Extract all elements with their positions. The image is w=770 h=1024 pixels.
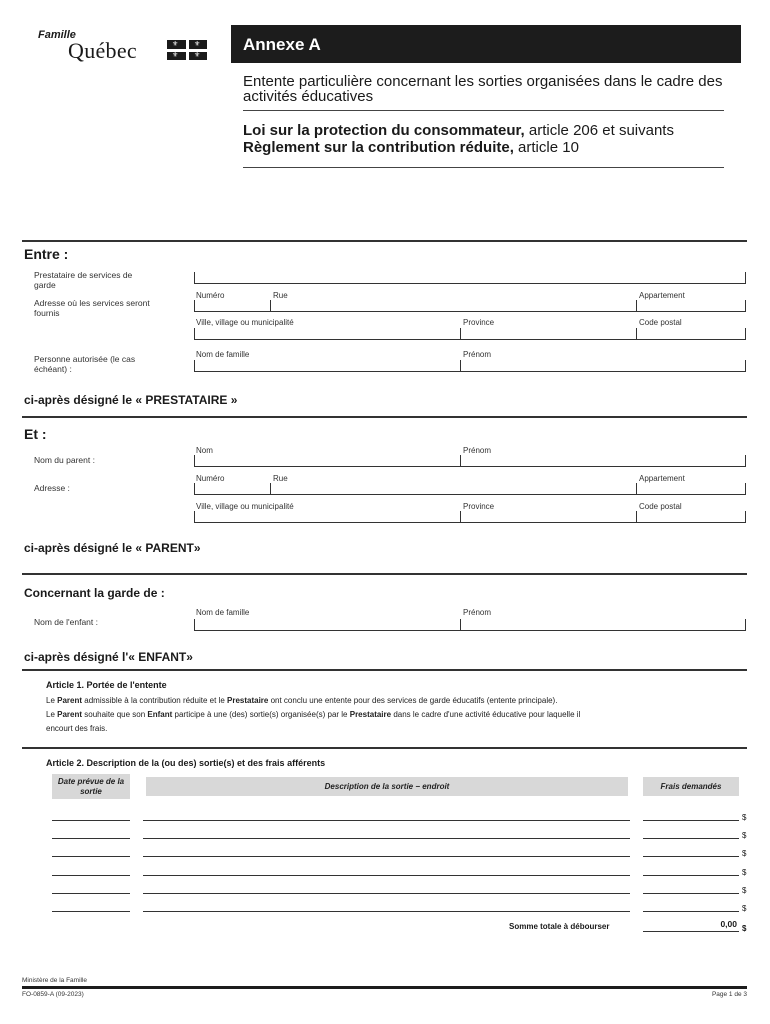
prestataire-appartement-field[interactable] (636, 300, 746, 312)
description-field[interactable] (143, 820, 630, 821)
ville-label: Ville, village ou municipalité (196, 318, 294, 327)
description-field[interactable] (143, 838, 630, 839)
prestataire-province-field[interactable] (460, 328, 637, 340)
designe-enfant: ci-après désigné l'« ENFANT» (24, 650, 193, 664)
code-postal-label: Code postal (639, 502, 682, 511)
description-field[interactable] (143, 893, 630, 894)
prenom-label: Prénom (463, 350, 492, 359)
nom-famille-label: Nom de famille (196, 608, 250, 617)
dollar-sign: $ (742, 924, 747, 933)
rue-label: Rue (273, 474, 288, 483)
document-subtitle: Entente particulière concernant les sorties organisées dans le cadre des activités éducatives (243, 73, 723, 105)
article1-paragraph: Le Parent admissible à la contribution réduite et le Prestataire ont conclu une entente pour des services de garde éducatifs (entente principale). Le Parent souhaite que son Enfant participe à une (des) sortie(s) organisée(s) par le Prestataire dans le cadre d'une activité éducative pour laquelle il encourt des frais. (46, 696, 581, 733)
province-label: Province (463, 502, 495, 511)
parent-province-field[interactable] (460, 511, 637, 523)
personne-nom-field[interactable] (194, 360, 461, 372)
law-reference-2: Règlement sur la contribution réduite, article 10 (243, 139, 579, 156)
description-field[interactable] (143, 911, 630, 912)
section-divider (22, 573, 747, 575)
et-heading: Et : (24, 426, 47, 442)
dollar-sign: $ (742, 868, 747, 877)
enfant-nom-field[interactable] (194, 619, 461, 631)
section-divider (22, 669, 747, 671)
footer-ministere: Ministère de la Famille (22, 977, 88, 984)
frais-field[interactable] (643, 820, 739, 821)
rue-label: Rue (273, 291, 288, 300)
footer-page-number: Page 1 de 3 (711, 991, 747, 998)
date-field[interactable] (52, 820, 130, 821)
quebec-flag-icon: ⚜ ⚜ ⚜ ⚜ (167, 40, 207, 60)
article1-title: Article 1. Portée de l'entente (46, 680, 167, 690)
personne-prenom-field[interactable] (460, 360, 746, 372)
dollar-sign: $ (742, 813, 747, 822)
logo-quebec-text: Québec (68, 38, 137, 63)
prestataire-rue-field[interactable] (270, 300, 637, 312)
dollar-sign: $ (742, 849, 747, 858)
prestataire-numero-field[interactable] (194, 300, 271, 312)
date-field[interactable] (52, 893, 130, 894)
parent-nom-field[interactable] (194, 455, 461, 467)
annexe-header-bar (231, 25, 741, 63)
dollar-sign: $ (742, 886, 747, 895)
parent-ville-field[interactable] (194, 511, 461, 523)
appartement-label: Appartement (639, 474, 685, 483)
logo-famille-text: Famille (38, 29, 76, 41)
parent-rue-field[interactable] (270, 483, 637, 495)
frais-field[interactable] (643, 856, 739, 857)
adresse-parent-label: Adresse : (34, 483, 70, 493)
numero-label: Numéro (196, 291, 225, 300)
law-reference-1: Loi sur la protection du consommateur, article 206 et suivants (243, 122, 674, 139)
col-header-description: Description de la sortie − endroit (146, 777, 628, 796)
description-field[interactable] (143, 875, 630, 876)
prestataire-name-field[interactable] (194, 272, 746, 284)
date-field[interactable] (52, 875, 130, 876)
numero-label: Numéro (196, 474, 225, 483)
parent-code-postal-field[interactable] (636, 511, 746, 523)
col-header-date: Date prévue de la sortie (52, 774, 130, 799)
adresse-services-label: Adresse où les services seront fournis (34, 298, 150, 318)
somme-totale-field[interactable] (643, 931, 739, 932)
nom-parent-label: Nom du parent : (34, 455, 95, 465)
parent-numero-field[interactable] (194, 483, 271, 495)
prestataire-code-postal-field[interactable] (636, 328, 746, 340)
somme-totale-value: 0,00 (720, 919, 737, 929)
section-divider (22, 240, 747, 242)
frais-field[interactable] (643, 911, 739, 912)
prestataire-ville-field[interactable] (194, 328, 461, 340)
section-divider (22, 747, 747, 749)
entre-heading: Entre : (24, 246, 69, 262)
designe-parent: ci-après désigné le « PARENT» (24, 541, 201, 555)
parent-appartement-field[interactable] (636, 483, 746, 495)
nom-label: Nom (196, 446, 213, 455)
annexe-title: Annexe A (243, 35, 321, 54)
divider (243, 110, 724, 111)
frais-field[interactable] (643, 838, 739, 839)
parent-prenom-field[interactable] (460, 455, 746, 467)
personne-autorisee-label: Personne autorisée (le cas échéant) : (34, 354, 136, 374)
date-field[interactable] (52, 838, 130, 839)
footer-bar (22, 986, 747, 989)
dollar-sign: $ (742, 904, 747, 913)
designe-prestataire: ci-après désigné le « PRESTATAIRE » (24, 393, 238, 407)
prenom-label: Prénom (463, 446, 492, 455)
nom-enfant-label: Nom de l'enfant : (34, 617, 98, 627)
frais-field[interactable] (643, 893, 739, 894)
section-divider (22, 416, 747, 418)
date-field[interactable] (52, 911, 130, 912)
date-field[interactable] (52, 856, 130, 857)
article2-title: Article 2. Description de la (ou des) sortie(s) et des frais afférents (46, 758, 326, 768)
prenom-label: Prénom (463, 608, 492, 617)
nom-famille-label: Nom de famille (196, 350, 250, 359)
ville-label: Ville, village ou municipalité (196, 502, 294, 511)
appartement-label: Appartement (639, 291, 685, 300)
frais-field[interactable] (643, 875, 739, 876)
enfant-prenom-field[interactable] (460, 619, 746, 631)
garde-heading: Concernant la garde de : (24, 586, 165, 600)
description-field[interactable] (143, 856, 630, 857)
somme-totale-label: Somme totale à débourser (509, 922, 610, 931)
divider (243, 167, 724, 168)
prestataire-label: Prestataire de services de garde (34, 270, 133, 290)
footer-form-code: FO-0859-A (09-2023) (22, 991, 84, 998)
dollar-sign: $ (742, 831, 747, 840)
col-header-frais: Frais demandés (643, 777, 739, 796)
code-postal-label: Code postal (639, 318, 682, 327)
province-label: Province (463, 318, 495, 327)
